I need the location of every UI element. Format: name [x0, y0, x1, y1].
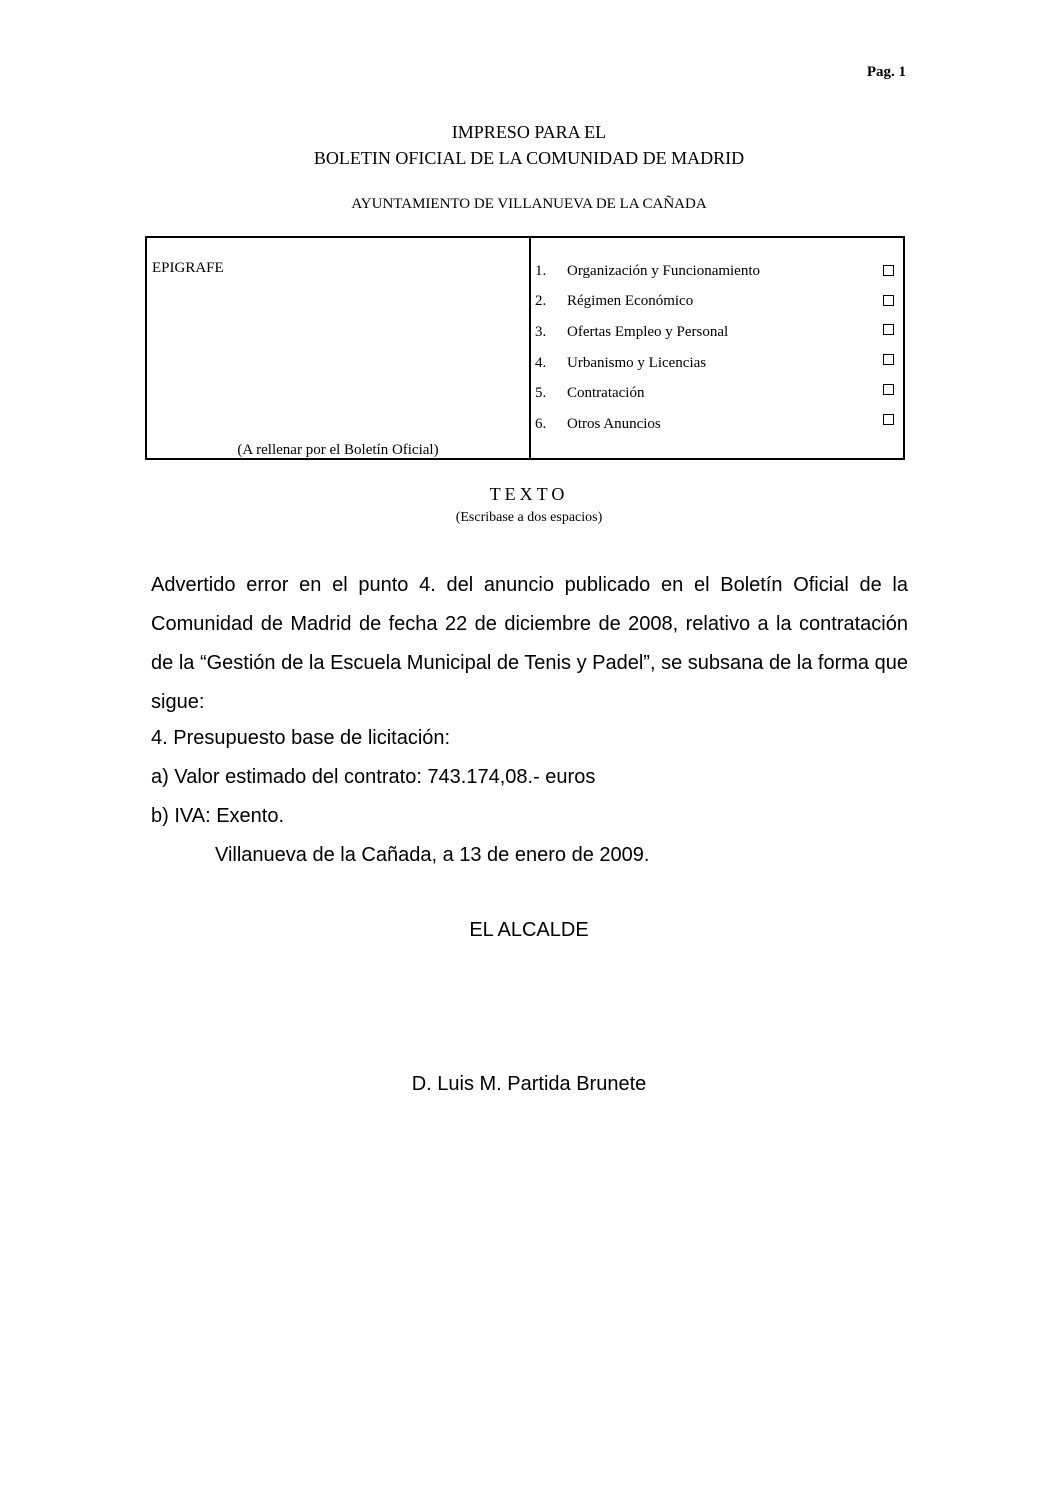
issuing-entity: AYUNTAMIENTO DE VILLANUEVA DE LA CAÑADA [351, 196, 707, 212]
category-row-3 [535, 324, 901, 354]
epigraph-box [145, 236, 905, 460]
category-number: 6. [535, 416, 547, 432]
fill-note: (A rellenar por el Boletín Oficial) [237, 442, 439, 458]
checkbox-ofertas-empleo[interactable] [883, 324, 894, 335]
texto-subheading: (Escribase a dos espacios) [455, 510, 603, 525]
checkbox-otros-anuncios[interactable] [883, 414, 894, 425]
checkbox-urbanismo[interactable] [883, 354, 894, 365]
category-label: Otros Anuncios [567, 416, 661, 432]
category-row-5 [535, 385, 901, 415]
place-date: Villanueva de la Cañada, a 13 de enero de 2009. [215, 844, 650, 866]
category-number: 5. [535, 385, 547, 401]
epigraph-label: EPIGRAFE [152, 260, 224, 276]
category-label: Organización y Funcionamiento [567, 263, 761, 279]
item-heading: 4. Presupuesto base de licitación: [151, 727, 451, 749]
category-row-1 [535, 263, 901, 293]
box-divider [529, 238, 531, 458]
form-title-line-2: BOLETIN OFICIAL DE LA COMUNIDAD DE MADRID [313, 148, 745, 168]
category-label: Ofertas Empleo y Personal [567, 324, 729, 340]
checkbox-organizacion[interactable] [883, 265, 894, 276]
announcement-paragraph: Advertido error en el punto 4. del anuncio publicado en el Boletín Oficial de la Comunidad de Madrid de fecha 22 de diciembre de 2008, relativo a la contratación de la “Gestión de la Escuela Municipal de Tenis y Padel”, se subsana de la forma que sigue: [151, 574, 908, 713]
category-row-2 [535, 293, 901, 323]
category-row-4 [535, 355, 901, 385]
category-row-6 [535, 416, 901, 446]
checkbox-contratacion[interactable] [883, 384, 894, 395]
category-number: 2. [535, 293, 547, 309]
category-label: Urbanismo y Licencias [567, 355, 707, 371]
item-b: b) IVA: Exento. [151, 805, 285, 827]
item-a: a) Valor estimado del contrato: 743.174,08.- euros [151, 766, 596, 788]
category-number: 1. [535, 263, 547, 279]
form-title-line-1: IMPRESO PARA EL [451, 122, 607, 142]
page-number: Pag. 1 [866, 64, 906, 80]
texto-heading: TEXTO [489, 484, 569, 504]
category-label: Contratación [567, 385, 645, 401]
signer-title: EL ALCALDE [469, 919, 589, 941]
category-number: 4. [535, 355, 547, 371]
signer-name: D. Luis M. Partida Brunete [411, 1073, 647, 1095]
category-label: Régimen Económico [567, 293, 694, 309]
category-number: 3. [535, 324, 547, 340]
checkbox-regimen-economico[interactable] [883, 295, 894, 306]
